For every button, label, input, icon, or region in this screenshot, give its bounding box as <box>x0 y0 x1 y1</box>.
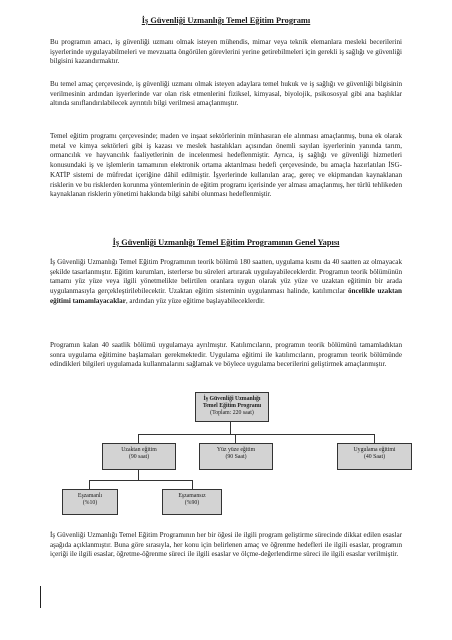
paragraph-principles: İş Güvenliği Uzmanlığı Temel Eğitim Programının her bir öğesi ile ilgili program geliştirme sürecinde dikkat edilen esaslar aşağıda açıklanmıştır. Buna göre sırasıyla, her konu için belirlenen amaç ve öğrenme hedefleri ile ilgili esaslar, programın içeriği ile ilgili esaslar, öğretme-öğrenme süreci ile ilgili esaslar ve ölçme-değerlendirme süreci ile ilgili esaslar verilmiştir. <box>50 531 402 559</box>
async-node-line-1: Eşzamansız <box>178 493 206 499</box>
paragraph-structure-bold: öncelikle uzaktan eğitimi tamamlayacaklar <box>50 287 402 305</box>
diagram-connector <box>138 470 139 480</box>
paragraph-sectors: Temel eğitim programı çerçevesinde; maden ve inşaat sektörlerinin münhasıran ele alınması amaçlanmış, buna ek olarak metal ve kimya sektörleri gibi iş kazası ve meslek hastalıkları açısından önemli sayılan işyerlerinin yanında tarım, ormancılık ve hayvancılık faaliyetlerinin de incelenmesi hedeflenmiştir. Ayrıca, iş sağlığı ve güvenliği hizmetleri konusundaki iş ve işlemlerin tamamının elektronik ortama aktarılması hedefi çerçevesinde, bu amaçla hazırlatılan İSG-KATİP sistemi de müfredat içeriğine dâhil edilmiştir. İşyerlerinde kullanılan araç, gereç ve ekipmandan kaynaklanan risklerin ve bu risklerden korunma yöntemlerinin de eğitim programı içerisinde yer alması amaçlanmış, her türlü tehlikeden kaynaklanan risklerin yönetimi hakkında bilgi sahibi olunması hedeflenmiştir. <box>50 132 402 199</box>
diagram-node-asynchronous <box>162 489 222 515</box>
diagram-node-remote-education <box>102 443 176 470</box>
diagram-connector <box>230 422 231 434</box>
diagram-connector <box>89 480 192 481</box>
diagram-connector <box>138 434 374 435</box>
paragraph-main-goal: Bu temel amaç çerçevesinde, iş güvenliği uzmanı olmak isteyen adaylara temel hukuk ve iş sağlığı ve güvenliği bilgisinin verilmesinin ardından işyerlerinde var olan risk etmenlerini fiziksel, kimyasal, biyolojik, psikososyal gibi ana başlıklar altında sınıflandırılabilecek ayrıntılı bilgi verilmesi amaçlanmıştır. <box>50 80 402 108</box>
practice-node-line-1: Uygulama eğitimi <box>353 447 396 453</box>
diagram-connector <box>235 434 236 443</box>
diagram-node-synchronous <box>62 489 118 515</box>
program-node-line-1: İş Güvenliği Uzmanlığı <box>203 396 261 402</box>
face-node-line-2: (90 Saat) <box>225 454 247 460</box>
diagram-connector <box>89 480 90 489</box>
section-subtitle: İş Güvenliği Uzmanlığı Temel Eğitim Programının Genel Yapısı <box>112 238 340 247</box>
diagram-connector <box>374 434 375 443</box>
document-title: İş Güvenliği Uzmanlığı Temel Eğitim Programı <box>141 16 311 25</box>
practice-node-line-2: (40 Saat) <box>363 454 386 460</box>
sync-node-line-2: (%10) <box>82 500 98 506</box>
paragraph-practice: Programın kalan 40 saatlik bölümü uygulamaya ayrılmıştır. Katılımcıların, programın teorik bölümünü tamamladıktan sonra uygulama eğitimine başlamaları gerekmektedir. Uygulama eğitimi ile katılımcıların, programın teorik bölümünde edindikleri bilgileri uygulamada kullanmalarını sağlamak ve böylece uygulama becerilerini geliştirmek amaçlanmıştır. <box>50 341 402 369</box>
remote-node-line-1: Uzaktan eğitim <box>121 447 157 453</box>
paragraph-structure-text-b: , ardından yüz yüze eğitime başlayabileceklerdir. <box>125 296 265 305</box>
diagram-node-practice-education <box>337 443 412 470</box>
change-bar <box>40 586 41 608</box>
remote-node-line-2: (90 saat) <box>128 454 150 460</box>
diagram-connector <box>138 434 139 443</box>
diagram-node-face-to-face-education <box>199 443 273 470</box>
sync-node-line-1: Eşzamanlı <box>77 493 103 499</box>
paragraph-structure <box>50 258 402 307</box>
paragraph-structure-text-a: İş Güvenliği Uzmanlığı Temel Eğitim Programının teorik bölümü 180 saatten, uygulama kısmı da 40 saatten az olmayacak şekilde tasarlanmıştır. Eğitim kurumları, isterlerse bu süreleri artırarak uygulayabileceklerdir. Programın teorik bölümünün tamamı yüz yüze veya ilgili yönetmelikte belirtilen oranlara uygun olarak yüz yüze ve uzaktan eğitimin bir arada uygulanmasıyla gerçekleştirilebilecektir. Uzaktan eğitim sisteminin uygulanması halinde, katılımcılar <box>50 258 402 296</box>
program-node-line-2: Temel Eğitim Programı <box>202 403 262 409</box>
paragraph-purpose: Bu programın amacı, iş güvenliği uzmanı olmak isteyen mühendis, mimar veya teknik elemanlara mesleki becerilerini işyerlerinde uygulayabilmeleri ve mevzuatta öngörülen görevlerini yerine getirebilmeleri için gerekli iş sağlığı ve güvenliği bilgisini kazandırmaktır. <box>50 38 402 66</box>
diagram-node-program <box>195 392 269 422</box>
async-node-line-2: (%90) <box>184 500 200 506</box>
diagram-connector <box>192 480 193 489</box>
program-node-line-3: (Toplam: 220 saat) <box>210 410 254 416</box>
face-node-line-1: Yüz yüze eğitim <box>216 447 256 453</box>
